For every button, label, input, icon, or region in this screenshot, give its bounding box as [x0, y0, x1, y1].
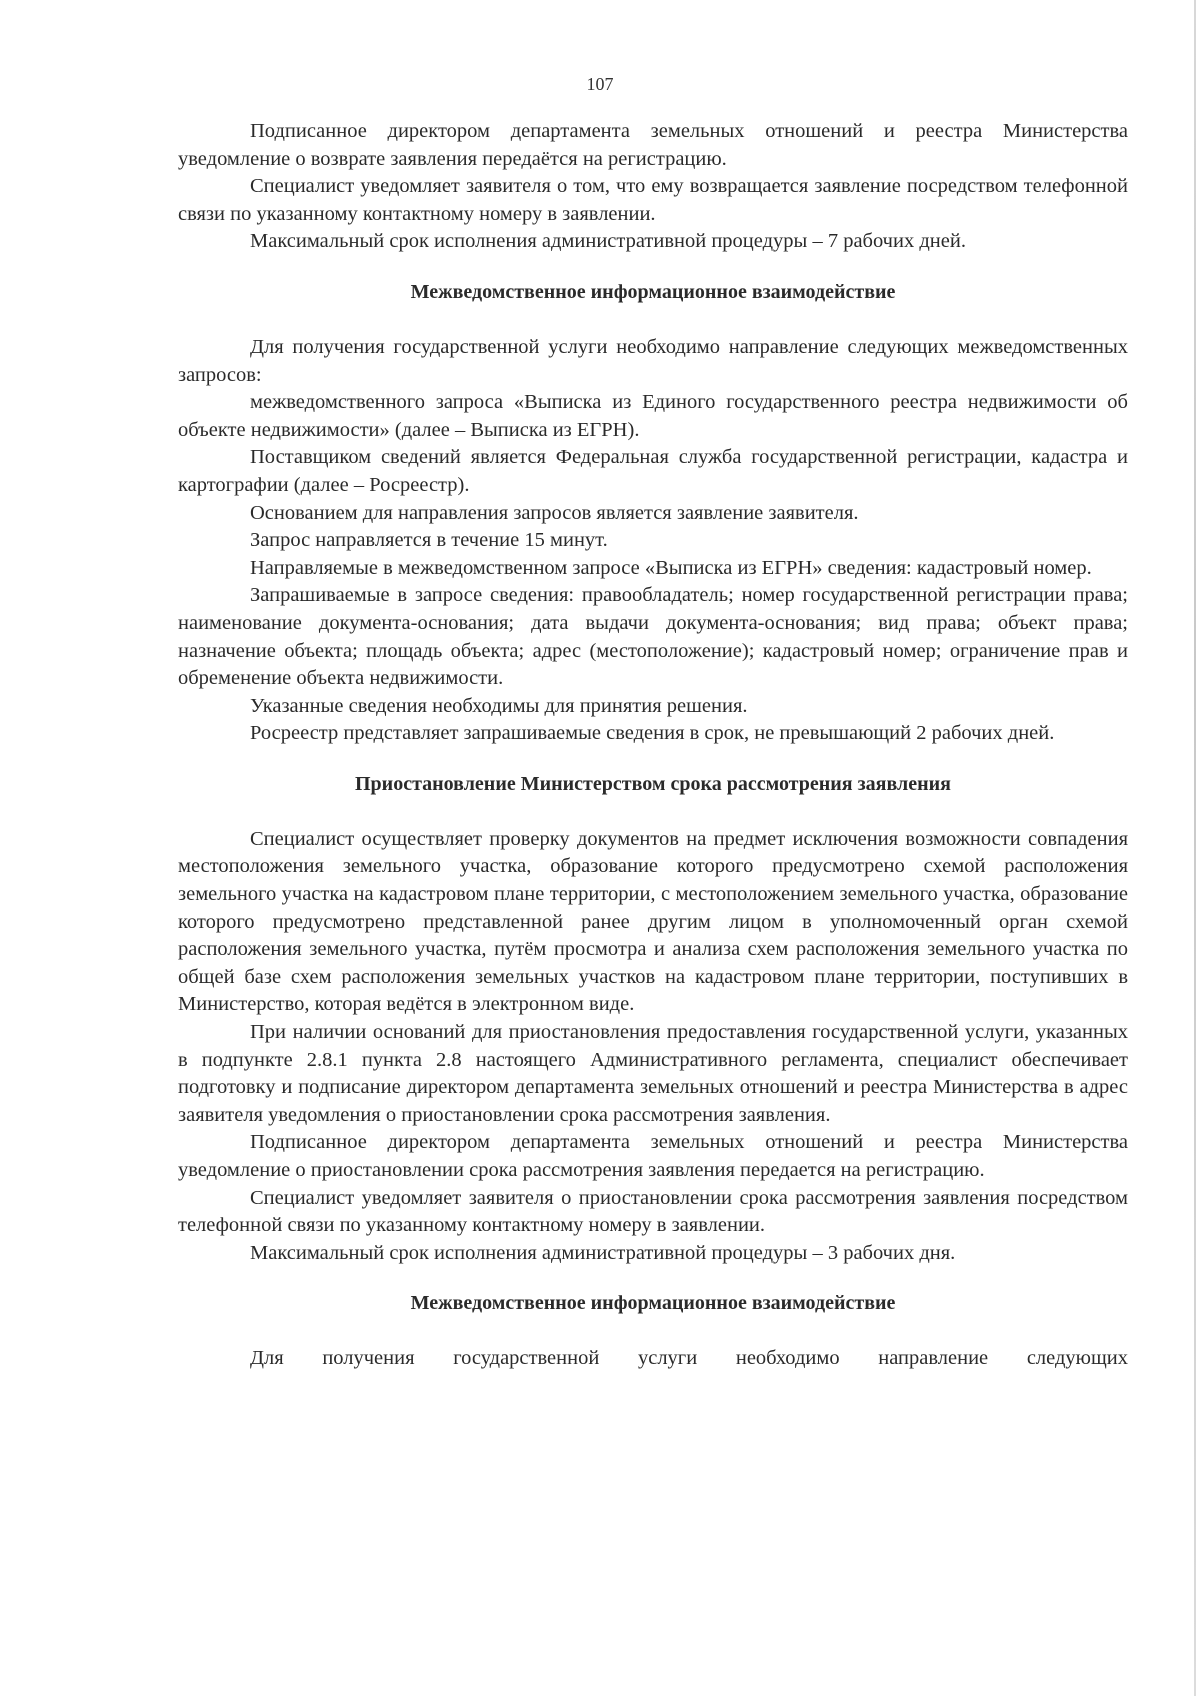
paragraph: Направляемые в межведомственном запросе «Выписка из ЕГРН» сведения: кадастровый номер. — [250, 556, 1092, 579]
paragraph: Росреестр представляет запрашиваемые сведения в срок, не превышающий 2 рабочих дней. — [250, 722, 1055, 745]
page-edge-shadow — [1194, 0, 1196, 1696]
paragraph: Подписанное директором департамента земельных отношений и реестра Министерства уведомление о возврате заявления передаётся на регистрацию. — [178, 120, 1128, 170]
paragraph: Максимальный срок исполнения административной процедуры – 7 рабочих дней. — [250, 230, 966, 253]
paragraph: Специалист уведомляет заявителя о приостановлении срока рассмотрения заявления посредством телефонной связи по указанному контактному номеру в заявлении. — [178, 1186, 1128, 1237]
paragraph: Поставщиком сведений является Федеральная служба государственной регистрации, кадастра и картографии (далее – Росреестр). — [178, 446, 1128, 496]
paragraph: Подписанное директором департамента земельных отношений и реестра Министерства уведомление о приостановлении срока рассмотрения заявления передается на регистрацию. — [178, 1131, 1128, 1181]
paragraph: При наличии оснований для приостановления предоставления государственной услуги, указанных в подпункте 2.8.1 пункта 2.8 настоящего Административного регламента, специалист обеспечивает подготовку и подписание директором департамента земельных отношений и реестра Министерства в адрес заявителя уведомления о приостановлении срока рассмотрения заявления. — [178, 1021, 1128, 1126]
document-body — [178, 118, 1128, 1373]
paragraph: межведомственного запроса «Выписка из Единого государственного реестра недвижимости об объекте недвижимости» (далее – Выписка из ЕГРН). — [178, 391, 1128, 441]
paragraph: Максимальный срок исполнения административной процедуры – 3 рабочих дня. — [250, 1241, 956, 1264]
paragraph: Запрашиваемые в запросе сведения: правообладатель; номер государственной регистрации права; наименование документа-основания; дата выдачи документа-основания; вид права; объект права; назначение объекта; площадь объекта; адрес (местоположение); кадастровый номер; ограничение прав и обременение объекта недвижимости. — [178, 584, 1128, 690]
page-number: 107 — [586, 74, 614, 94]
paragraph: Специалист уведомляет заявителя о том, что ему возвращается заявление посредством телефонной связи по указанному контактному номеру в заявлении. — [178, 175, 1128, 225]
section-heading: Приостановление Министерством срока рассмотрения заявления — [355, 772, 951, 795]
paragraph: Указанные сведения необходимы для принятия решения. — [250, 694, 748, 717]
paragraph: Основанием для направления запросов является заявление заявителя. — [250, 501, 859, 524]
paragraph: Запрос направляется в течение 15 минут. — [250, 529, 608, 552]
paragraph: Специалист осуществляет проверку документов на предмет исключения возможности совпадения местоположения земельного участка, образование которого предусмотрено схемой расположения земельного участка на кадастровом плане территории, с местоположением земельного участка, образование которого предусмотрено представленной ранее другим лицом в уполномоченный орган схемой расположения земельного участка, путём просмотра и анализа схем расположения земельного участка по общей базе схем расположения земельных участков на кадастровом плане территории, поступивших в Министерство, которая ведётся в электронном виде. — [178, 827, 1128, 1016]
section-heading: Межведомственное информационное взаимодействие — [410, 1292, 896, 1315]
paragraph: Для получения государственной услуги необходимо направление следующих — [250, 1347, 1128, 1370]
section-heading: Межведомственное информационное взаимодействие — [410, 280, 896, 303]
paragraph: Для получения государственной услуги необходимо направление следующих межведомственных запросов: — [178, 335, 1128, 386]
